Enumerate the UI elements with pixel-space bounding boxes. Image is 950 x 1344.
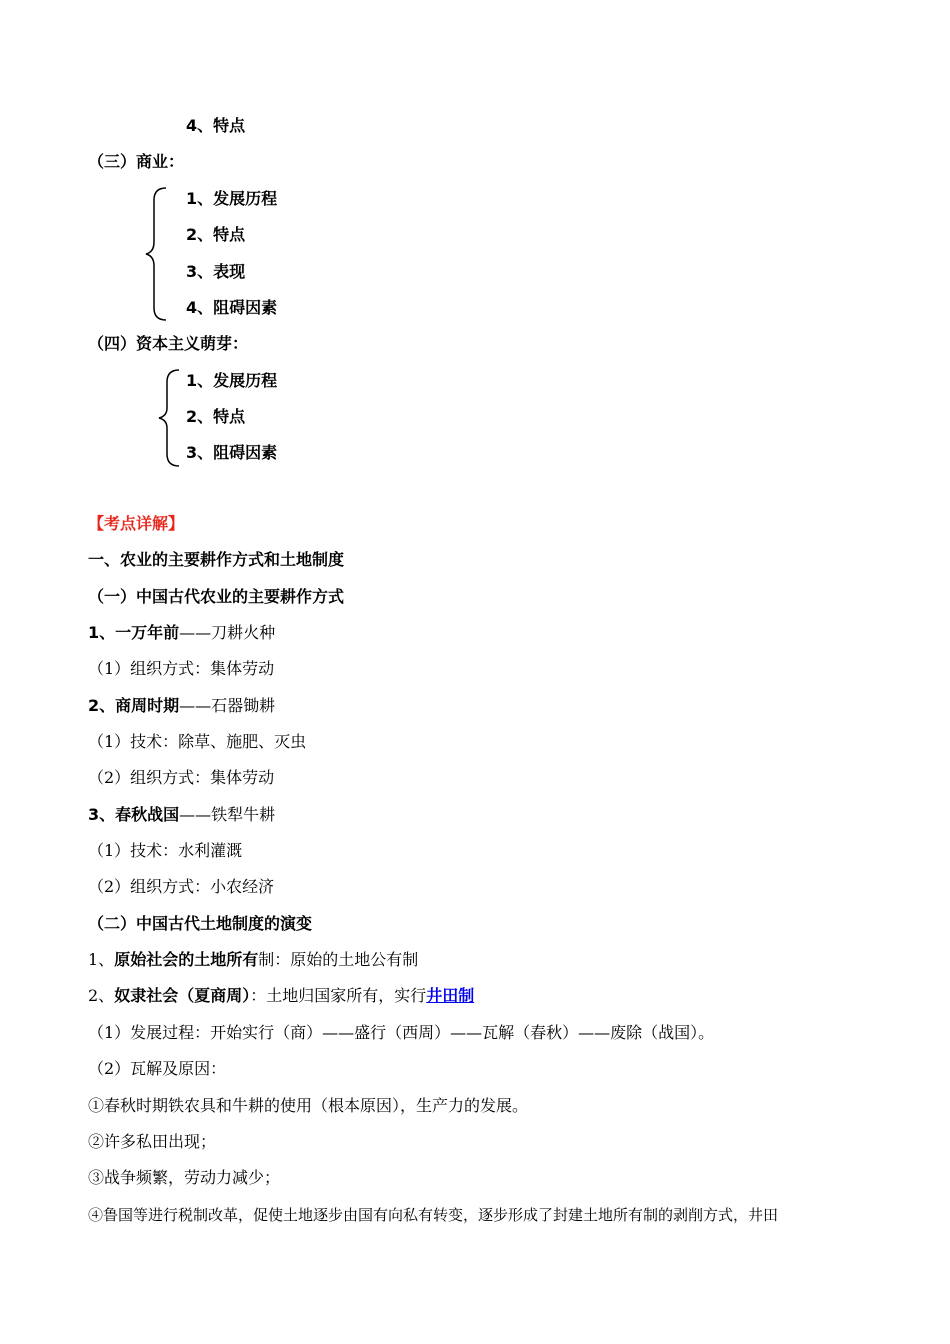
commerce-item-2: 2、特点 bbox=[186, 225, 246, 244]
paragraph-p1 bbox=[88, 623, 275, 643]
q2-number: 2、 bbox=[88, 986, 115, 1005]
reason-2: ②许多私田出现； bbox=[88, 1132, 217, 1151]
p2-org: （2）组织方式：集体劳动 bbox=[88, 768, 275, 787]
jingtian-link[interactable]: 井田制 bbox=[426, 986, 475, 1005]
reason-1: ①春秋时期铁农具和牛耕的使用（根本原因），生产力的发展。 bbox=[88, 1096, 529, 1115]
paragraph-p2 bbox=[88, 696, 275, 716]
subsection-1-title: （一）中国古代农业的主要耕作方式 bbox=[88, 587, 345, 606]
paragraph-q1 bbox=[88, 950, 418, 970]
outline-top-item: 4、特点 bbox=[186, 116, 246, 135]
paragraph-q2 bbox=[88, 986, 474, 1006]
details-tag: 【考点详解】 bbox=[88, 514, 185, 533]
subsection-2-title: （二）中国古代土地制度的演变 bbox=[88, 914, 313, 933]
capitalism-heading: （四）资本主义萌芽： bbox=[88, 334, 249, 353]
p3-org: （2）组织方式：小农经济 bbox=[88, 877, 275, 896]
capitalism-item-2: 2、特点 bbox=[186, 407, 246, 426]
p2-label: 2、商周时期 bbox=[88, 696, 180, 715]
section-1-title: 一、农业的主要耕作方式和土地制度 bbox=[88, 550, 345, 569]
q1-text: 制：原始的土地公有制 bbox=[258, 950, 419, 969]
capitalism-item-1: 1、发展历程 bbox=[186, 371, 278, 390]
commerce-item-1: 1、发展历程 bbox=[186, 189, 278, 208]
q2-reasons-heading: （2）瓦解及原因： bbox=[88, 1059, 227, 1078]
reason-4: ④鲁国等进行税制改革，促使土地逐步由国有向私有转变，逐步形成了封建土地所有制的剥削方式，井田 bbox=[88, 1206, 779, 1224]
p2-tech: （1）技术：除草、施肥、灭虫 bbox=[88, 732, 307, 751]
q2-process: （1）发展过程：开始实行（商）——盛行（西周）——瓦解（春秋）——废除（战国）。 bbox=[88, 1023, 715, 1042]
capitalism-item-3: 3、阻碍因素 bbox=[186, 443, 278, 462]
p3-label: 3、春秋战国 bbox=[88, 805, 180, 824]
q1-number: 1、 bbox=[88, 950, 115, 969]
p3-tech: （1）技术：水利灌溉 bbox=[88, 841, 243, 860]
paragraph-p3 bbox=[88, 805, 275, 825]
p1-text: ——刀耕火种 bbox=[179, 623, 276, 642]
p3-text: ——铁犁牛耕 bbox=[179, 805, 276, 824]
q2-text: ：土地归国家所有，实行 bbox=[250, 986, 427, 1005]
commerce-heading: （三）商业： bbox=[88, 152, 185, 171]
reason-3: ③战争频繁，劳动力减少； bbox=[88, 1168, 281, 1187]
p1-label: 1、一万年前 bbox=[88, 623, 180, 642]
p1-org: （1）组织方式：集体劳动 bbox=[88, 659, 275, 678]
commerce-item-3: 3、表现 bbox=[186, 262, 246, 281]
commerce-item-4: 4、阻碍因素 bbox=[186, 298, 278, 317]
q1-label: 原始社会的土地所有 bbox=[114, 950, 259, 969]
capitalism-brace bbox=[157, 368, 187, 472]
q2-label: 奴隶社会（夏商周） bbox=[114, 986, 251, 1005]
commerce-brace bbox=[144, 186, 174, 326]
p2-text: ——石器锄耕 bbox=[179, 696, 276, 715]
